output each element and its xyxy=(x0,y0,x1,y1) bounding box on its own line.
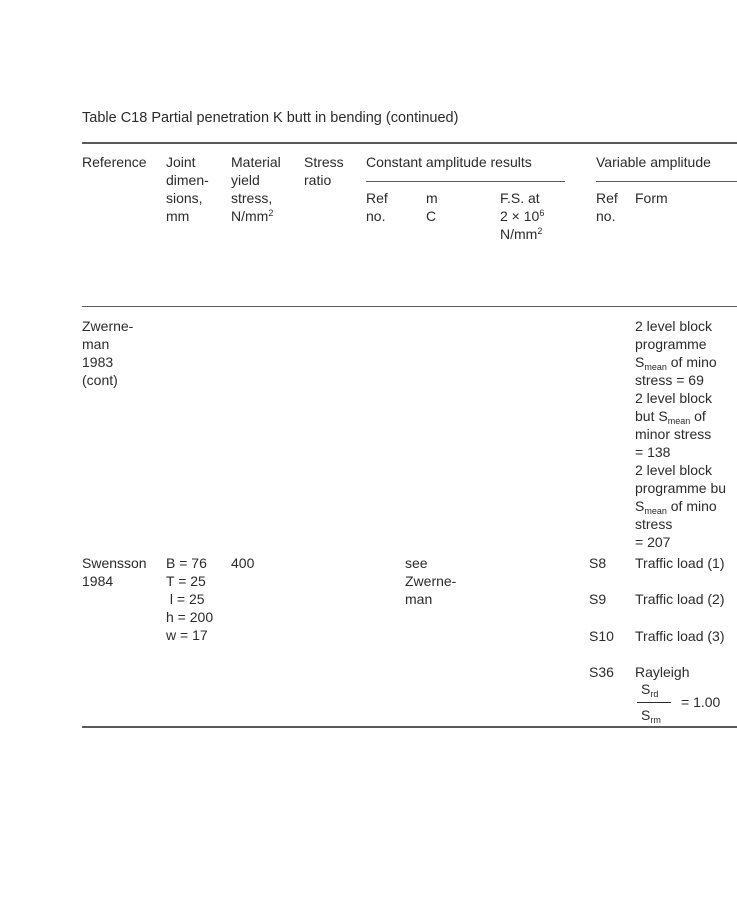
bottom-rule xyxy=(82,726,737,728)
top-rule xyxy=(82,142,737,144)
swensson-ref-s36: S36 xyxy=(589,664,614,680)
swensson-form-s8: Traffic load (1) xyxy=(635,555,725,571)
header-va-form: Form xyxy=(635,190,668,206)
header-ca-fs: F.S. at $2 \times 10^6$ $N/mm^2$ xyxy=(500,190,545,242)
swensson-form-s10: Traffic load (3) xyxy=(635,628,725,644)
row-swensson-yield: 400 xyxy=(231,555,255,571)
ratio-denominator: $S_{rm}$ xyxy=(641,707,661,725)
ratio-value: = 1.00 xyxy=(681,694,721,710)
row-swensson-reference: Swensson 1984 xyxy=(82,555,147,589)
swensson-ref-s8: S8 xyxy=(589,555,607,571)
header-ca-ref-no: Ref no. xyxy=(366,190,388,224)
row-zwerneman-forms: 2 level block programme $S_{mean}$ of mino stress = 69 2 level block but $S_{mean}$ of minor stress = 138 2 level block programme bu $S_{mean}$ of mino stress = 207 xyxy=(635,318,727,550)
fraction-bar xyxy=(637,702,671,703)
header-joint-dimensions: Joint dimen- sions, mm xyxy=(166,154,209,224)
swensson-form-s36: Rayleigh xyxy=(635,664,690,680)
swensson-form-s9: Traffic load (2) xyxy=(635,591,725,607)
header-ca-m-c: m C xyxy=(426,190,438,224)
constant-group-rule xyxy=(366,181,565,182)
swensson-ref-s10: S10 xyxy=(589,628,614,644)
table-caption: Table C18 Partial penetration K butt in bending (continued) xyxy=(82,110,459,126)
header-constant-amplitude: Constant amplitude results xyxy=(366,154,532,170)
header-material-yield: Material yield stress, $N/mm^2$ xyxy=(231,154,281,224)
header-va-ref-no: Ref no. xyxy=(596,190,618,224)
header-bottom-rule xyxy=(82,306,737,307)
row-swensson-joint: B = 76 T = 25 l = 25 h = 200 w = 17 xyxy=(166,555,214,643)
header-variable-amplitude: Variable amplitude xyxy=(596,154,711,170)
header-reference: Reference xyxy=(82,154,147,170)
ratio-numerator: $S_{rd}$ xyxy=(641,681,659,699)
row-zwerneman-reference: Zwerne- man 1983 (cont) xyxy=(82,318,134,388)
header-stress-ratio: Stress ratio xyxy=(304,154,344,188)
row-swensson-constant-note: see Zwerne- man xyxy=(405,555,457,607)
variable-group-rule xyxy=(596,181,737,182)
ratio-fraction xyxy=(637,680,677,726)
swensson-ref-s9: S9 xyxy=(589,591,607,607)
